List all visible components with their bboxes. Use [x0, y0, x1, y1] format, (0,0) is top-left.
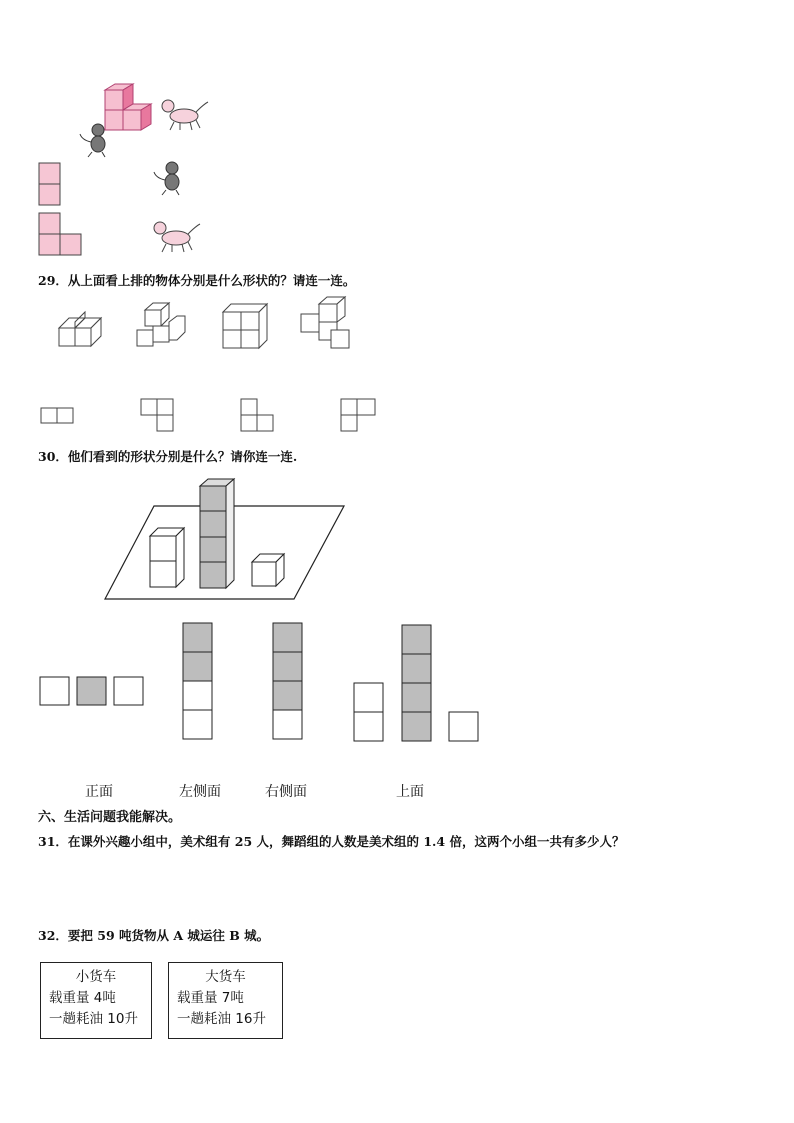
dog-icon	[150, 218, 202, 254]
view-30-front	[39, 676, 147, 708]
section-6-heading: 六、生活问题我能解决。	[38, 810, 182, 825]
object-29-c	[222, 302, 270, 350]
pink-view-vertical	[38, 162, 62, 206]
view-label-left: 左侧面	[179, 784, 221, 800]
object-29-d	[300, 296, 356, 350]
view-29-3	[240, 398, 276, 434]
question-31: 31．在课外兴趣小组中，美术组有 25 人，舞蹈组的人数是美术组的 1.4 倍，这两个小组一共有多少人？	[38, 834, 625, 849]
large-truck-load: 载重量 7吨	[177, 990, 244, 1006]
question-29: 29．从上面看上排的物体分别是什么形状的？请连一连。	[38, 273, 356, 288]
large-truck-name: 大货车	[205, 969, 246, 985]
large-truck-card	[168, 962, 283, 1039]
view-29-2	[140, 398, 176, 434]
small-truck-load: 载重量 4吨	[49, 990, 116, 1006]
view-30-right	[272, 622, 304, 742]
question-30: 30．他们看到的形状分别是什么？请你连一连.	[38, 449, 298, 464]
pink-view-l-shape	[38, 212, 84, 256]
view-30-left	[182, 622, 214, 742]
small-truck-card	[40, 962, 152, 1039]
large-truck-fuel: 一趟耗油 16升	[177, 1011, 266, 1027]
q30-scene	[104, 478, 346, 602]
question-32: 32．要把 59 吨货物从 A 城运往 B 城。	[38, 928, 270, 943]
monkey-icon	[152, 160, 186, 196]
view-29-4	[340, 398, 378, 434]
view-label-top: 上面	[396, 784, 424, 800]
view-29-1	[40, 407, 76, 425]
object-29-a	[58, 312, 108, 352]
view-label-right: 右侧面	[265, 784, 307, 800]
object-29-b	[136, 300, 192, 352]
dog-icon	[158, 96, 210, 132]
view-label-front: 正面	[85, 784, 113, 800]
small-truck-fuel: 一趟耗油 10升	[49, 1011, 138, 1027]
small-truck-name: 小货车	[75, 969, 117, 985]
view-30-top	[353, 624, 481, 744]
monkey-icon	[78, 122, 112, 158]
